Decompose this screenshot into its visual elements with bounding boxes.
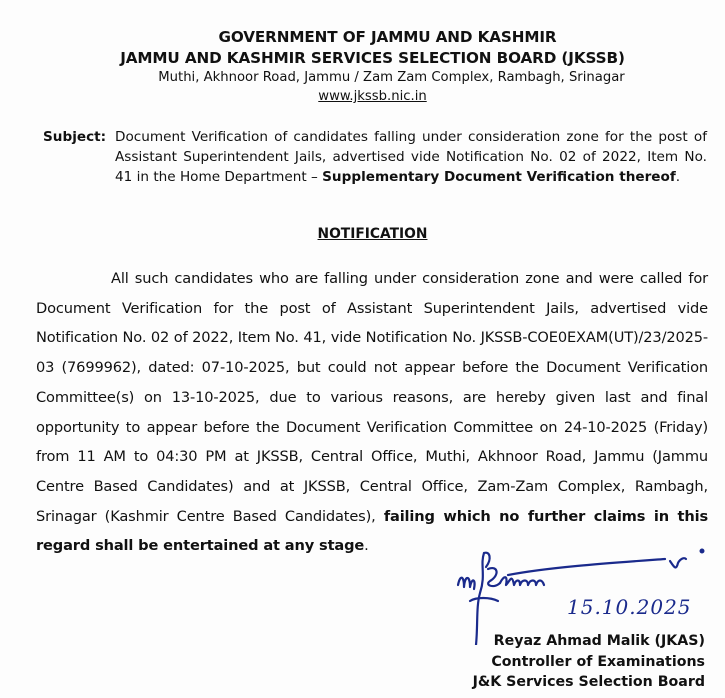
government-title: GOVERNMENT OF JAMMU AND KASHMIR [218,28,557,46]
signatory-organization: J&K Services Selection Board [472,674,705,690]
subject-end: . [675,169,681,185]
handwritten-signature [450,545,720,645]
notification-bold-text: failing which no further claims in this regard shall be entertained at any stage [36,507,708,555]
notification-end: . [364,537,369,555]
subject-label: Subject: [43,129,107,145]
signatory-name: Reyaz Ahmad Malik (JKAS) [493,633,705,649]
board-address: Muthi, Akhnoor Road, Jammu / Zam Zam Complex, Rambagh, Srinagar [158,70,625,85]
website-line [0,89,725,104]
subject-text [115,127,707,187]
website-link[interactable]: www.jkssb.nic.in [318,89,427,104]
subject-plain-text: Document Verification of candidates falling under consideration zone for the post of Assistant Superintendent Jails, advertised vide Notification No. 02 of 2022, Item No. 41 in the Home Department – [115,129,707,185]
signatory-block [473,631,705,693]
notification-body [36,264,708,561]
signatory-designation: Controller of Examinations [491,653,705,670]
subject-bold-text: Supplementary Document Verification thereof [322,169,676,185]
notification-title: NOTIFICATION [317,226,428,242]
signature-date: 15.10.2025 [567,595,692,619]
notification-plain-text: All such candidates who are falling under consideration zone and were called for Document Verification for the post of Assistant Superintendent Jails, advertised vide Notification No. 02 of 2022, Item No. 41, vide Notification No. JKSSB-COE0EXAM(UT)/23/2025-03 (7699962), dated: 07-10-2025, but could not appear before the Document Verification Committee(s) on 13-10-2025, due to various reasons, are hereby given last and final opportunity to appear before the Document Verification Committee on 24-10-2025 (Friday) from 11 AM to 04:30 PM at JKSSB, Central Office, Muthi, Akhnoor Road, Jammu (Jammu Centre Based Candidates) and at JKSSB, Central Office, Zam-Zam Complex, Rambagh, Srinagar (Kashmir Centre Based Candidates), [36,270,708,525]
board-title: JAMMU AND KASHMIR SERVICES SELECTION BOARD (JKSSB) [120,49,625,67]
